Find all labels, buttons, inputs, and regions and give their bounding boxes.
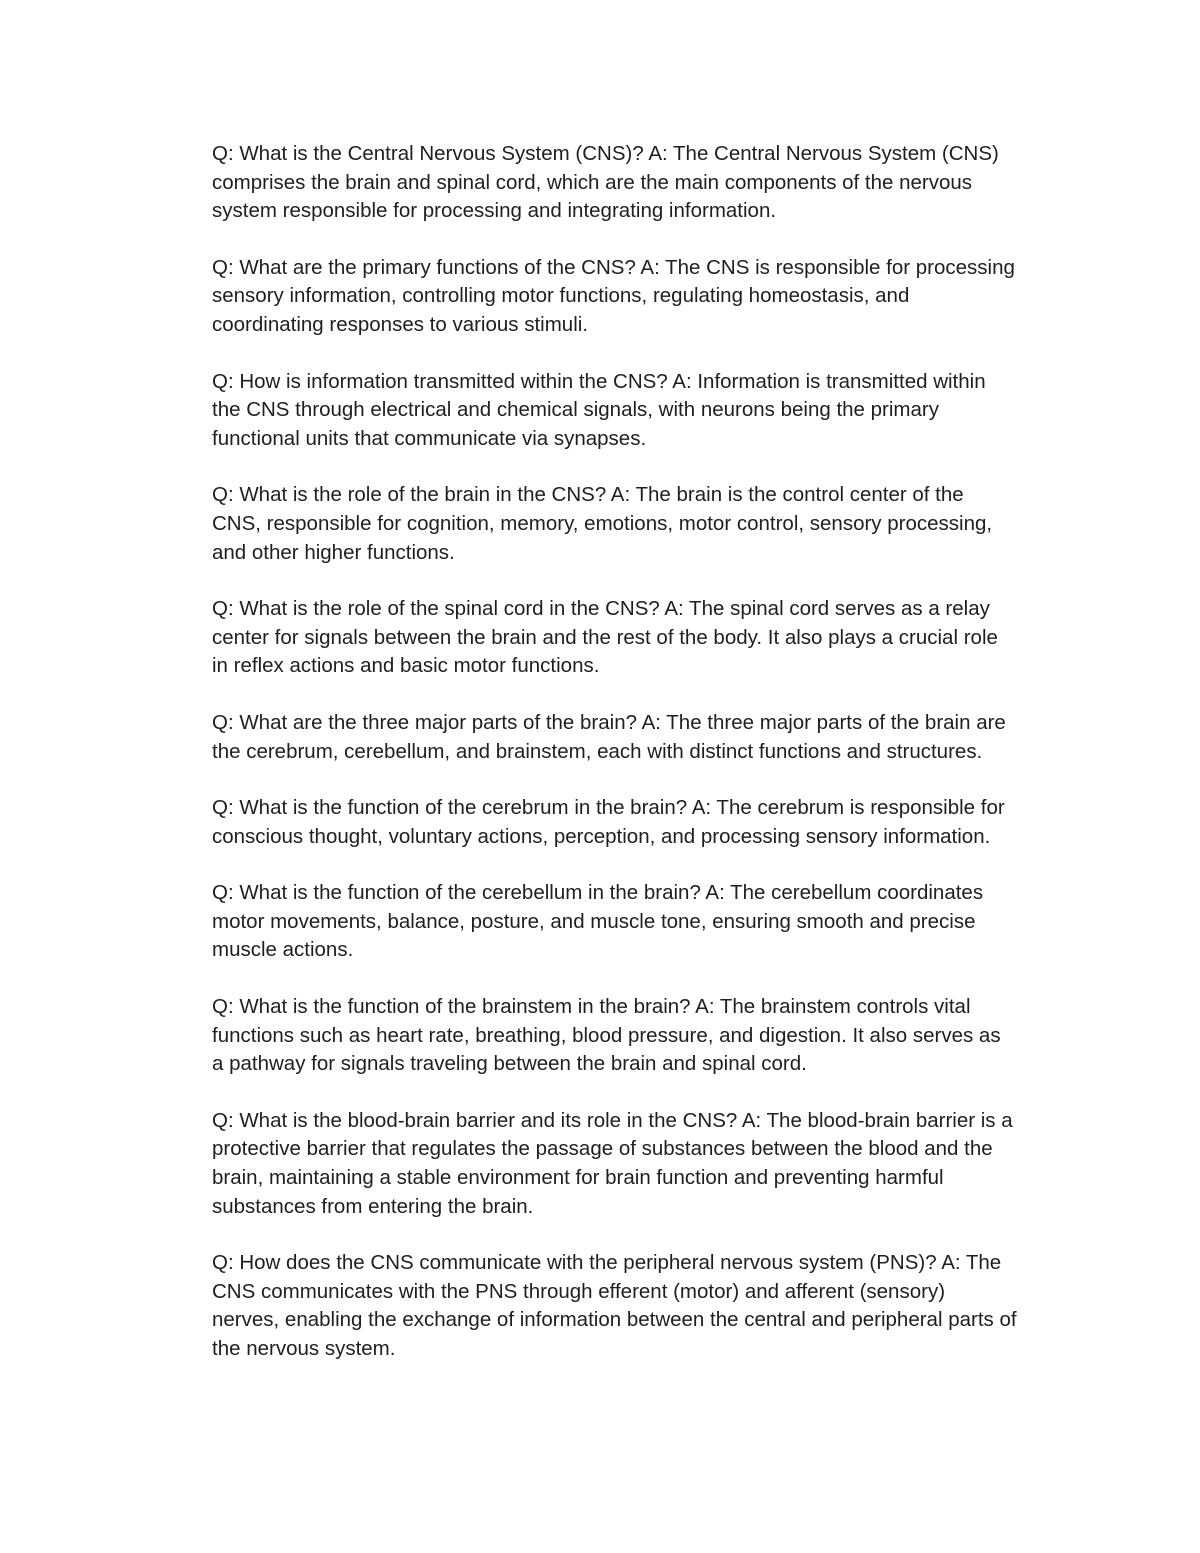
qa-paragraph-brainstem: Q: What is the function of the brainstem in the brain? A: The brainstem controls vital functions such as heart rate, breathing, blood pressure, and digestion. It also serves as a pathway for signals traveling between the brain and spinal cord. <box>212 995 1001 1076</box>
qa-paragraph-brain-role: Q: What is the role of the brain in the CNS? A: The brain is the control center of the CNS, responsible for cognition, memory, emotions, motor control, sensory processing, and other higher functions. <box>212 483 993 564</box>
qa-paragraph-blood-brain-barrier: Q: What is the blood-brain barrier and its role in the CNS? A: The blood-brain barrier is a protective barrier that regulates the passage of substances between the blood and the brain, maintaining a stable environment for brain function and preventing harmful substances from entering the brain. <box>212 1108 1013 1218</box>
document-body <box>212 140 1072 1392</box>
qa-paragraph-brain-parts: Q: What are the three major parts of the brain? A: The three major parts of the brain are the cerebrum, cerebellum, and brainstem, each with distinct functions and structures. <box>212 710 1006 763</box>
qa-paragraph-spinal-cord-role: Q: What is the role of the spinal cord in the CNS? A: The spinal cord serves as a relay center for signals between the brain and the rest of the body. It also plays a crucial role in reflex actions and basic motor functions. <box>212 597 998 678</box>
qa-paragraph-cns-pns-communication: Q: How does the CNS communicate with the peripheral nervous system (PNS)? A: The CNS communicates with the PNS through efferent (motor) and afferent (sensory) nerves, enabling the exchange of information between the central and peripheral parts of the nervous system. <box>212 1251 1017 1360</box>
qa-paragraph-cerebrum: Q: What is the function of the cerebrum in the brain? A: The cerebrum is responsible for conscious thought, voluntary actions, perception, and processing sensory information. <box>212 796 1005 848</box>
qa-paragraph-cns-functions: Q: What are the primary functions of the CNS? A: The CNS is responsible for processing sensory information, controlling motor functions, regulating homeostasis, and coordinating responses to various stimuli. <box>212 255 1015 336</box>
qa-paragraph-cerebellum: Q: What is the function of the cerebellum in the brain? A: The cerebellum coordinates motor movements, balance, posture, and muscle tone, ensuring smooth and precise muscle actions. <box>212 881 984 962</box>
qa-paragraph-cns-definition: Q: What is the Central Nervous System (CNS)? A: The Central Nervous System (CNS) comprises the brain and spinal cord, which are the main components of the nervous system responsible for processing and integrating information. <box>212 142 999 223</box>
qa-paragraph-information-transmission: Q: How is information transmitted within the CNS? A: Information is transmitted within the CNS through electrical and chemical signals, with neurons being the primary functional units that communicate via synapses. <box>212 369 986 450</box>
